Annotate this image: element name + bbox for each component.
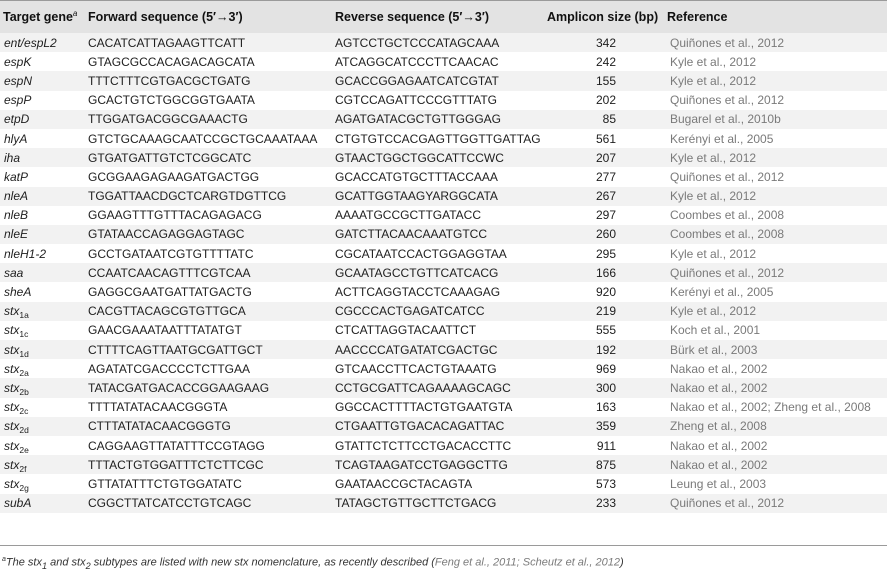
table-row	[0, 206, 887, 225]
cell-amplicon-size: 202	[595, 93, 616, 108]
footnote-mark: a	[2, 556, 6, 563]
table-row	[0, 167, 887, 186]
table-row	[0, 321, 887, 340]
table-footnote	[2, 556, 624, 571]
cell-amplicon-size: 233	[595, 496, 616, 511]
cell-amplicon-size: 875	[595, 457, 616, 472]
cell-reverse-sequence: GTCAACCTTCACTGTAAATG	[335, 361, 497, 376]
gene-subtype: 2c	[19, 406, 29, 417]
cell-reverse-sequence: GGCCACTTTTACTGTGAATGTA	[335, 400, 513, 415]
cell-forward-sequence: CTTTATATACAACGGGTG	[88, 419, 231, 434]
cell-reference[interactable]: Kyle et al., 2012	[670, 54, 757, 69]
gene-name: nleB	[4, 208, 29, 223]
cell-forward-sequence: CCAATCAACAGTTTCGTCAA	[88, 265, 251, 280]
cell-forward-sequence: GTCTGCAAAGCAATCCGCTGCAAATAAA	[88, 131, 318, 146]
cell-reverse-sequence: AGATGATACGCTGTTGGGAG	[335, 112, 502, 127]
cell-reverse-sequence: GCATTGGTAAGYARGGCATA	[335, 189, 498, 204]
header-forward-sequence: Forward sequence (5′→3′)	[88, 9, 243, 24]
gene-name: stx	[4, 400, 20, 415]
cell-amplicon-size: 277	[595, 169, 616, 184]
gene-name: saa	[4, 265, 24, 280]
cell-reference[interactable]: Quiñones et al., 2012	[670, 35, 785, 50]
cell-target-gene	[0, 110, 85, 129]
footnote-sub-2: 2	[85, 560, 91, 571]
cell-amplicon-size: 297	[595, 208, 616, 223]
table-row	[0, 71, 887, 90]
cell-forward-sequence: TTGGATGACGGCGAAACTG	[88, 112, 248, 127]
cell-target-gene	[0, 359, 85, 378]
header-reverse-sequence: Reverse sequence (5′→3′)	[335, 9, 489, 24]
cell-reference[interactable]: Kerényi et al., 2005	[670, 285, 774, 300]
cell-reference[interactable]: Zheng et al., 2008	[670, 419, 767, 434]
table-row	[0, 474, 887, 493]
cell-forward-sequence: TTTCTTTCGTGACGCTGATG	[88, 73, 251, 88]
cell-reverse-sequence: CTGTGTCCACGAGTTGGTTGATTAG	[335, 131, 541, 146]
cell-reverse-sequence: GTATTCTCTTCCTGACACCTTC	[335, 438, 512, 453]
cell-forward-sequence: GTATAACCAGAGGAGTAGC	[88, 227, 245, 242]
gene-name: stx	[4, 476, 20, 491]
table-row	[0, 187, 887, 206]
cell-target-gene	[0, 91, 85, 110]
gene-name: iha	[4, 150, 21, 165]
cell-reference[interactable]: Kerényi et al., 2005	[670, 131, 774, 146]
table-row	[0, 340, 887, 359]
cell-amplicon-size: 295	[595, 246, 616, 261]
table-row	[0, 148, 887, 167]
table-row	[0, 129, 887, 148]
cell-reference[interactable]: Nakao et al., 2002; Zheng et al., 2008	[670, 400, 871, 415]
gene-name: nleA	[4, 189, 29, 204]
gene-subtype: 1a	[19, 310, 29, 321]
cell-reference[interactable]: Nakao et al., 2002	[670, 438, 768, 453]
cell-reference[interactable]: Kyle et al., 2012	[670, 304, 757, 319]
cell-amplicon-size: 192	[595, 342, 616, 357]
table-row	[0, 263, 887, 282]
gene-name: nleE	[4, 227, 29, 242]
cell-forward-sequence: GTAGCGCCACAGACAGCATA	[88, 54, 255, 69]
cell-forward-sequence: GAGGCGAATGATTATGACTG	[88, 285, 252, 300]
cell-target-gene	[0, 52, 85, 71]
cell-forward-sequence: CAGGAAGTTATATTTCCGTAGG	[88, 438, 265, 453]
gene-name: etpD	[4, 112, 30, 127]
cell-reference[interactable]: Coombes et al., 2008	[670, 227, 785, 242]
cell-forward-sequence: TTTTATATACAACGGGTA	[88, 400, 228, 415]
cell-reference[interactable]: Kyle et al., 2012	[670, 246, 757, 261]
cell-target-gene	[0, 225, 85, 244]
cell-target-gene	[0, 302, 85, 321]
gene-name: stx	[4, 438, 20, 453]
cell-target-gene	[0, 436, 85, 455]
cell-forward-sequence: TTTACTGTGGATTTCTCTTCGC	[88, 457, 264, 472]
cell-amplicon-size: 561	[595, 131, 616, 146]
gene-subtype: 2d	[19, 425, 29, 436]
cell-forward-sequence: CACATCATTAGAAGTTCATT	[88, 35, 246, 50]
cell-reference[interactable]: Coombes et al., 2008	[670, 208, 785, 223]
header-target-gene-label: Target gene	[3, 10, 73, 25]
gene-name: stx	[4, 342, 20, 357]
cell-target-gene	[0, 378, 85, 397]
gene-name: katP	[4, 169, 29, 184]
table-row	[0, 244, 887, 263]
gene-subtype: 2e	[19, 444, 29, 455]
table-row	[0, 110, 887, 129]
cell-target-gene	[0, 494, 85, 513]
footnote-text-3: subtypes are listed with new stx nomenclature, as recently described (	[90, 556, 435, 569]
table-row	[0, 33, 887, 52]
cell-amplicon-size: 242	[595, 54, 616, 69]
gene-name: hlyA	[4, 131, 28, 146]
cell-reference[interactable]: Koch et al., 2001	[670, 323, 761, 338]
cell-reverse-sequence: CCTGCGATTCAGAAAAGCAGC	[335, 380, 511, 395]
footnote-text-2: and stx	[47, 556, 86, 569]
cell-reverse-sequence: ACTTCAGGTACCTCAAAGAG	[335, 285, 501, 300]
cell-reference[interactable]: Quiñones et al., 2012	[670, 169, 785, 184]
cell-reverse-sequence: AACCCCATGATATCGACTGC	[335, 342, 498, 357]
cell-reference[interactable]: Kyle et al., 2012	[670, 73, 757, 88]
gene-subtype: 1d	[19, 348, 29, 359]
cell-target-gene	[0, 263, 85, 282]
header-amplicon-size: Amplicon size (bp)	[547, 9, 659, 24]
cell-target-gene	[0, 455, 85, 474]
table-row	[0, 282, 887, 301]
cell-reverse-sequence: TCAGTAAGATCCTGAGGCTTG	[335, 457, 508, 472]
gene-name: nleH1-2	[4, 246, 47, 261]
gene-name: sheA	[4, 285, 32, 300]
cell-reverse-sequence: TATAGCTGTTGCTTCTGACG	[335, 496, 497, 511]
cell-target-gene	[0, 71, 85, 90]
bottom-rule	[0, 545, 887, 546]
cell-reverse-sequence: CGCCCACTGAGATCATCC	[335, 304, 485, 319]
cell-reference[interactable]: Quiñones et al., 2012	[670, 496, 785, 511]
header-footnote-mark: a	[72, 8, 78, 18]
cell-forward-sequence: GCACTGTCTGGCGGTGAATA	[88, 93, 255, 108]
cell-amplicon-size: 155	[595, 73, 616, 88]
header-reference: Reference	[667, 9, 728, 24]
cell-target-gene	[0, 129, 85, 148]
cell-reverse-sequence: GTAACTGGCTGGCATTCCWC	[335, 150, 504, 165]
cell-amplicon-size: 920	[595, 285, 616, 300]
gene-subtype: 2f	[19, 463, 27, 474]
gene-name: stx	[4, 419, 20, 434]
table-row	[0, 91, 887, 110]
cell-target-gene	[0, 398, 85, 417]
cell-reverse-sequence: CGCATAATCCACTGGAGGTAA	[335, 246, 507, 261]
table-row	[0, 398, 887, 417]
cell-forward-sequence: TATACGATGACACCGGAAGAAG	[88, 380, 270, 395]
gene-name: stx	[4, 323, 20, 338]
cell-target-gene	[0, 417, 85, 436]
cell-amplicon-size: 163	[595, 400, 616, 415]
cell-reverse-sequence: CTGAATTGTGACACAGATTAC	[335, 419, 505, 434]
cell-forward-sequence: CGGCTTATCATCCTGTCAGC	[88, 496, 252, 511]
table-row	[0, 302, 887, 321]
footnote-citation-link[interactable]: Feng et al., 2011; Scheutz et al., 2012	[434, 556, 621, 569]
gene-name: stx	[4, 304, 20, 319]
cell-reverse-sequence: CGTCCAGATTCCCGTTTATG	[335, 93, 497, 108]
cell-forward-sequence: GGAAGTTTGTTTACAGAGACG	[88, 208, 262, 223]
cell-amplicon-size: 207	[595, 150, 616, 165]
cell-target-gene	[0, 244, 85, 263]
cell-reference[interactable]: Bugarel et al., 2010b	[670, 112, 781, 127]
cell-amplicon-size: 969	[595, 361, 616, 376]
cell-forward-sequence: GTGATGATTGTCTCGGCATC	[88, 150, 252, 165]
cell-target-gene	[0, 167, 85, 186]
cell-amplicon-size: 911	[596, 438, 616, 453]
cell-amplicon-size: 300	[595, 380, 616, 395]
cell-target-gene	[0, 187, 85, 206]
gene-name: stx	[4, 361, 20, 376]
gene-name: espN	[4, 73, 33, 88]
cell-reverse-sequence: CTCATTAGGTACAATTCT	[335, 323, 477, 338]
header-row	[0, 0, 887, 33]
cell-reference[interactable]: Bürk et al., 2003	[670, 342, 758, 357]
gene-name: ent/espL2	[4, 35, 57, 50]
cell-reference[interactable]: Nakao et al., 2002	[670, 380, 768, 395]
gene-subtype: 2a	[19, 367, 29, 378]
cell-amplicon-size: 267	[595, 189, 616, 204]
cell-amplicon-size: 260	[595, 227, 616, 242]
table-row	[0, 378, 887, 397]
cell-reference[interactable]: Kyle et al., 2012	[670, 189, 757, 204]
gene-subtype: 2b	[19, 386, 29, 397]
cell-target-gene	[0, 340, 85, 359]
cell-reverse-sequence: AGTCCTGCTCCCATAGCAAA	[335, 35, 500, 50]
cell-forward-sequence: CACGTTACAGCGTGTTGCA	[88, 304, 246, 319]
top-rule	[0, 0, 887, 1]
cell-amplicon-size: 166	[595, 265, 616, 280]
table-body	[0, 33, 887, 513]
gene-name: espP	[4, 93, 32, 108]
table-row	[0, 494, 887, 513]
cell-reference[interactable]: Nakao et al., 2002	[670, 457, 768, 472]
cell-forward-sequence: CTTTTCAGTTAATGCGATTGCT	[88, 342, 263, 357]
cell-amplicon-size: 85	[602, 112, 616, 127]
table-header	[0, 0, 887, 33]
cell-forward-sequence: GCCTGATAATCGTGTTTTATC	[88, 246, 254, 261]
cell-reverse-sequence: GCAATAGCCTGTTCATCACG	[335, 265, 499, 280]
table-row	[0, 52, 887, 71]
cell-target-gene	[0, 474, 85, 493]
cell-reverse-sequence: GCACCATGTGCTTTACCAAA	[335, 169, 498, 184]
table-row	[0, 225, 887, 244]
cell-reverse-sequence: GATCTTACAACAAATGTCC	[335, 227, 488, 242]
table-row	[0, 455, 887, 474]
cell-reverse-sequence: GCACCGGAGAATCATCGTAT	[335, 73, 499, 88]
cell-amplicon-size: 555	[595, 323, 616, 338]
cell-reference[interactable]: Nakao et al., 2002	[670, 361, 768, 376]
cell-reverse-sequence: GAATAACCGCTACAGTA	[335, 476, 473, 491]
table-row	[0, 359, 887, 378]
cell-reverse-sequence: AAAATGCCGCTTGATACC	[335, 208, 482, 223]
cell-amplicon-size: 573	[595, 476, 616, 491]
footnote-sub-1: 1	[41, 560, 48, 571]
cell-amplicon-size: 342	[595, 35, 616, 50]
cell-target-gene	[0, 321, 85, 340]
cell-reference[interactable]: Kyle et al., 2012	[670, 150, 757, 165]
cell-reverse-sequence: ATCAGGCATCCCTTCAACAC	[335, 54, 499, 69]
cell-forward-sequence: GTTATATTTCTGTGGATATC	[88, 476, 242, 491]
footnote-text-1: The stx	[5, 556, 42, 569]
cell-target-gene	[0, 282, 85, 301]
gene-name: stx	[4, 380, 20, 395]
cell-forward-sequence: GAACGAAATAATTTATATGT	[88, 323, 242, 338]
cell-reference[interactable]: Quiñones et al., 2012	[670, 265, 785, 280]
cell-reference[interactable]: Quiñones et al., 2012	[670, 93, 785, 108]
gene-subtype: 2g	[19, 482, 29, 493]
cell-target-gene	[0, 206, 85, 225]
table-row	[0, 417, 887, 436]
cell-forward-sequence: AGATATCGACCCCTCTTGAA	[88, 361, 250, 376]
cell-forward-sequence: TGGATTAACDGCTCARGTDGTTCG	[88, 189, 287, 204]
cell-target-gene	[0, 33, 85, 52]
gene-name: subA	[4, 496, 32, 511]
gene-subtype: 1c	[19, 329, 29, 340]
cell-target-gene	[0, 148, 85, 167]
cell-amplicon-size: 219	[595, 304, 616, 319]
table-row	[0, 436, 887, 455]
gene-name: espK	[4, 54, 32, 69]
header-target-gene	[0, 0, 85, 33]
cell-forward-sequence: GCGGAAGAGAAGATGACTGG	[88, 169, 260, 184]
gene-name: stx	[4, 457, 20, 472]
footnote-text-4: )	[620, 556, 624, 569]
cell-amplicon-size: 359	[595, 419, 616, 434]
cell-reference[interactable]: Leung et al., 2003	[670, 476, 767, 491]
